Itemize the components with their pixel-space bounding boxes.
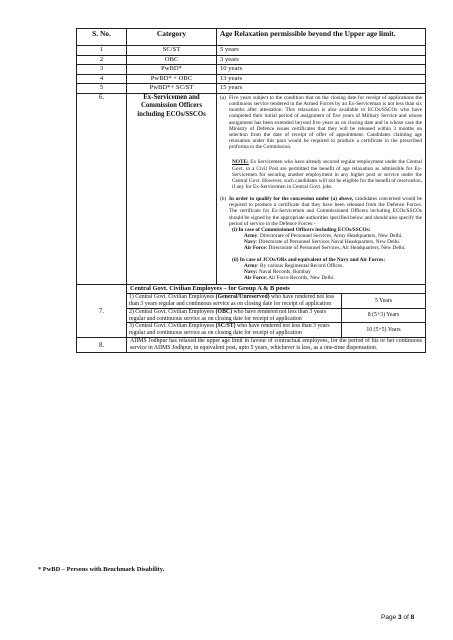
civilian-item-years: 5 Years	[342, 294, 426, 309]
row-category: PwBD*	[127, 65, 217, 75]
table-row	[77, 55, 426, 65]
row-category: OBC	[127, 55, 217, 65]
page-prefix: Page	[381, 614, 398, 621]
note-text: Ex Servicemen who have already secured regular employment under the Central Govt. in a Civil Post are permitted the benefit of age relaxation as admissible for Ex-Servicemen for securing another employment in any higher post or service under the Central Govt. However, such candidates will not be eligible for the benefit of reservation, if any for Ex-Servicemen in Central Govt. jobs.	[232, 159, 422, 190]
age-relaxation-table	[76, 28, 426, 353]
row-category: PwBD* + OBC	[127, 74, 217, 84]
airforce-text: : Directorate of Personnel Services, Air Headquarters, New Delhi.	[265, 245, 406, 252]
page-number	[381, 614, 414, 621]
item-post: who have rendered not less than 3 years regular and continuous service as on closing date for receipt of application	[129, 294, 335, 307]
table-row	[77, 65, 426, 75]
page-current: 3	[398, 614, 402, 621]
civilian-item-text	[127, 308, 342, 323]
army-label: Army	[244, 233, 258, 240]
navy-records-text: Naval Records, Bombay	[257, 268, 311, 275]
civilian-item	[127, 323, 425, 337]
clause-b-text: candidates concerned would be required to produce a certificate that they have been released from the Defence Forces. The certificate for Ex-Servicemen and Commissioned Officers including ECOs/SSCOs should be signed by the appropriate authorities specified below and should also specify the period of service in the Defence Forces:-	[229, 196, 422, 227]
header-sno: S. No.	[77, 29, 127, 46]
commissioned-officers-heading: (i) In case of Commissioned Officers including ECOs/SSCOs:	[232, 226, 371, 233]
item-pre: 1) Central Govt. Civilian Employees	[129, 294, 216, 301]
civilian-item-text	[127, 323, 342, 337]
airforce-records	[244, 275, 422, 281]
row-number: 2	[77, 55, 127, 65]
table-row	[77, 74, 426, 84]
army-records-label: Army	[244, 262, 258, 269]
civilian-item-text	[127, 294, 342, 309]
aiims-contractual-text: AIIMS Jodhpur has relaxed the upper age limit in favour of contractual employees, for the period of his or her continuous service in AIIMS Jodhpur, in equivalent post, upto 5 years, whichever is less, as a one-time dispensation.	[127, 337, 426, 352]
clause-b-marker: (b)	[220, 196, 227, 203]
row-age: 3 years	[217, 55, 426, 65]
table-row-aiims-contractual	[77, 337, 426, 352]
jco-heading: (ii) In case of JCOs/ORs and equivalent of the Navy and Air Forces:	[232, 256, 386, 263]
row-number: 6.	[77, 93, 127, 284]
item-category: (General/Unreserved)	[215, 294, 270, 301]
civilian-item	[127, 294, 425, 309]
airforce-authority	[244, 245, 422, 251]
table-row	[77, 46, 426, 56]
civilian-employees-subtable	[127, 293, 425, 337]
note-label: NOTE:	[232, 159, 249, 166]
airforce-label: Air Force	[244, 245, 266, 252]
page-total: 8	[410, 614, 415, 621]
clause-a-text: Five years subject to the condition that on the closing date for receipt of applications the continuous service rendered in the Armed Forces by an Ex-Serviceman is not less than six months after attestation. This relaxation is also available to ECOs/SSCOs who have completed their initial period of assignment of five years of Military Service and whose assignment has been extended beyond five years as on closing date and in whose case the Ministry of Defence issues certificates that they will be released within 3 months on selection from the date of receipt of offer of appointment. Candidates claiming age relaxation under this para would be required to produce a certificate in the prescribed proforma to the Commission.	[229, 94, 422, 151]
army-records-text: : By various Regimental Record Offices.	[257, 262, 344, 269]
commissioned-officers-block	[232, 227, 422, 252]
pwbd-footnote: * PwBD – Persons with Benchmark Disability.	[38, 566, 165, 573]
row-age: 5 years	[217, 46, 426, 56]
clause-a-marker: (a)	[220, 94, 226, 101]
row-category: PwBD*+ SC/ST	[127, 84, 217, 94]
row-number: 1	[77, 46, 127, 56]
table-header-row	[77, 29, 426, 46]
row-age: 15 years	[217, 84, 426, 94]
table-row-ex-servicemen	[77, 93, 426, 284]
civilian-item-years: 10 (5+5) Years	[342, 323, 426, 337]
item-pre: 3) Central Govt. Civilian Employees	[129, 323, 216, 330]
jco-block	[232, 257, 422, 282]
item-post: who have rendered not less than 3 years regular and continuous service as on closing date for receipt of application	[129, 323, 330, 337]
airforce-records-text: : Air Force Records, New Delhi.	[265, 275, 335, 282]
clause-a	[220, 95, 422, 150]
table-row	[77, 84, 426, 94]
item-post: who have rendered not less than 3 years regular and continuous service as on closing date for receipt of application	[129, 308, 327, 322]
airforce-records-label: Air Force	[244, 275, 266, 282]
civilian-employees-title: Central Govt. Civilian Employees – for Group A & B posts	[130, 285, 290, 293]
row-category: SC/ST	[127, 46, 217, 56]
row-number: 8.	[77, 337, 127, 352]
item-pre: 2) Central Govt. Civilian Employees	[129, 308, 216, 315]
navy-label: Navy	[244, 239, 256, 246]
navy-records-label: Navy:	[244, 268, 258, 275]
row-number: 5	[77, 84, 127, 94]
row-number: 7.	[77, 285, 127, 338]
row-number: 4	[77, 74, 127, 84]
row-age: 13 years	[217, 74, 426, 84]
army-text: : Directorate of Personnel Services, Army Headquarters, New Delhi.	[257, 233, 403, 240]
civilian-employees-cell	[127, 285, 426, 338]
item-category: (OBC)	[215, 308, 233, 315]
note-paragraph	[232, 159, 422, 190]
civilian-item-years: 8 (5+3) Years	[342, 308, 426, 323]
header-age-relaxation: Age Relaxation permissible beyond the Upper age limit.	[217, 29, 426, 46]
clause-b	[220, 196, 422, 227]
page-mid: of	[401, 614, 411, 621]
clause-b-lead: In order to qualify for the concession under (a) above,	[229, 196, 354, 203]
header-category: Category	[127, 29, 217, 46]
navy-text: : Directorate of Personnel Services Naval Headquarters, New Delhi.	[255, 239, 401, 246]
row-number: 3	[77, 65, 127, 75]
civilian-item	[127, 308, 425, 323]
table-row-civilian-employees	[77, 285, 426, 338]
row-age: 10 years	[217, 65, 426, 75]
item-category: (SC/ST)	[215, 323, 236, 330]
ex-servicemen-details	[217, 93, 426, 284]
row-category: Ex-Servicemen and Commission Officers including ECOs/SSCOs	[127, 93, 217, 284]
